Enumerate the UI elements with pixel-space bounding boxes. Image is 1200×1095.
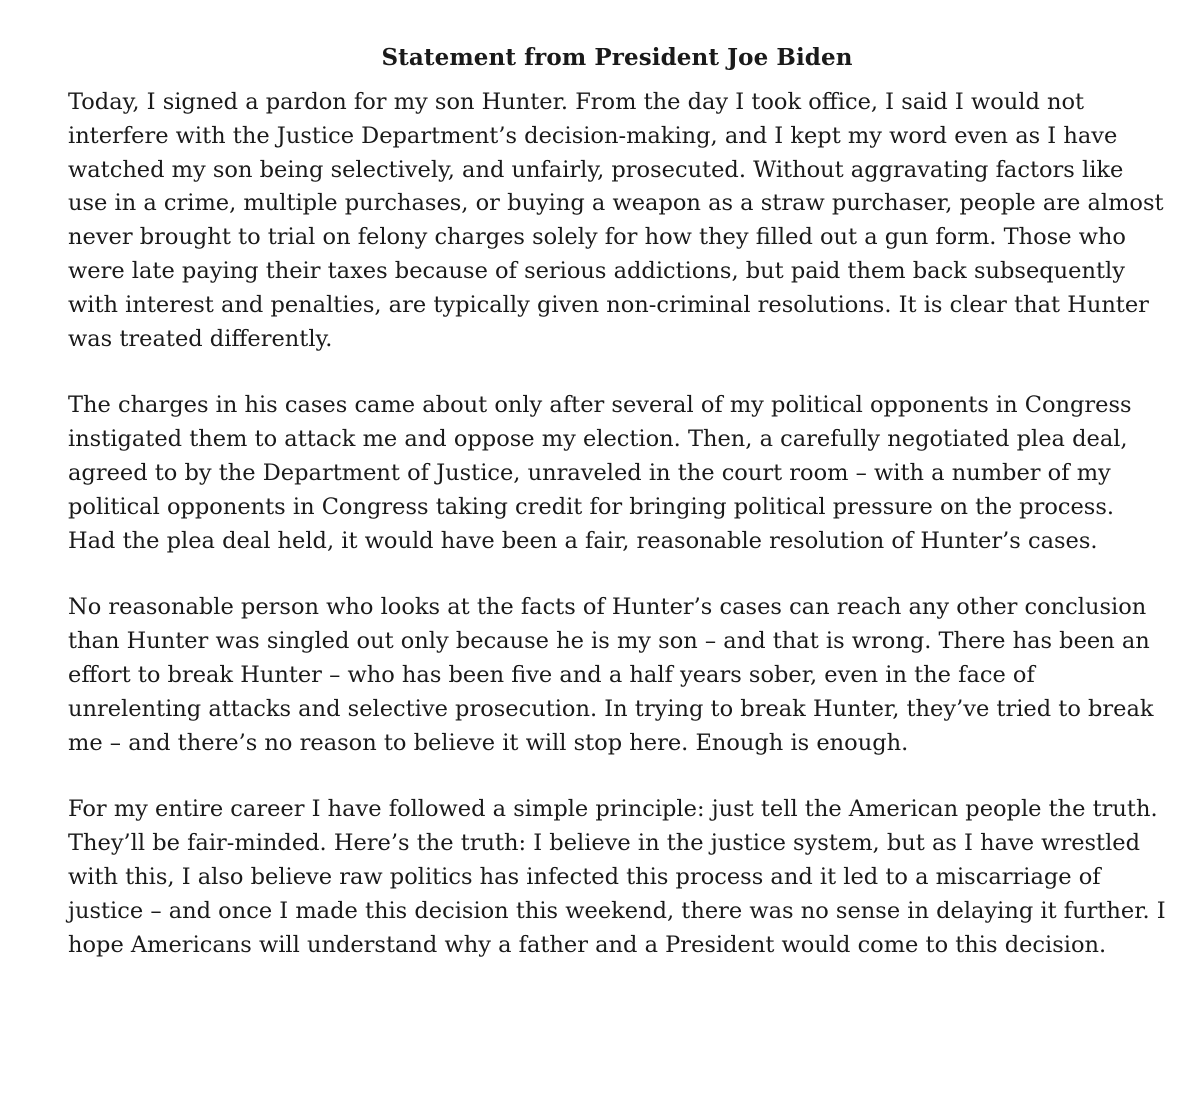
statement-title: Statement from President Joe Biden <box>381 44 853 71</box>
statement-paragraph-2: The charges in his cases came about only after several of my political opponents in Congress instigated them to attack me and oppose my election. Then, a carefully negotiated plea deal, agreed to by the Department of Justice, unraveled in the court room – with a number of my political opponents in Congress taking credit for bringing political pressure on the process. Had the plea deal held, it would have been a fair, reasonable resolution of Hunter’s cases. <box>68 392 1132 554</box>
statement-paragraph-3: No reasonable person who looks at the facts of Hunter’s cases can reach any other conclusion than Hunter was singled out only because he is my son – and that is wrong. There has been an effort to break Hunter – who has been five and a half years sober, even in the face of unrelenting attacks and selective prosecution. In trying to break Hunter, they’ve tried to break me – and there’s no reason to believe it will stop here. Enough is enough. <box>68 594 1154 756</box>
statement-paragraph-1: Today, I signed a pardon for my son Hunter. From the day I took office, I said I would not interfere with the Justice Department’s decision-making, and I kept my word even as I have watched my son being selectively, and unfairly, prosecuted. Without aggravating factors like use in a crime, multiple purchases, or buying a weapon as a straw purchaser, people are almost never brought to trial on felony charges solely for how they filled out a gun form. Those who were late paying their taxes because of serious addictions, but paid them back subsequently with interest and penalties, are typically given non-criminal resolutions. It is clear that Hunter was treated differently. <box>68 89 1164 352</box>
statement-paragraph-4: For my entire career I have followed a simple principle: just tell the American people the truth. They’ll be fair-minded. Here’s the truth: I believe in the justice system, but as I have wrestled with this, I also believe raw politics has infected this process and it led to a miscarriage of justice – and once I made this decision this weekend, there was no sense in delaying it further. I hope Americans will understand why a father and a President would come to this decision. <box>68 796 1166 958</box>
